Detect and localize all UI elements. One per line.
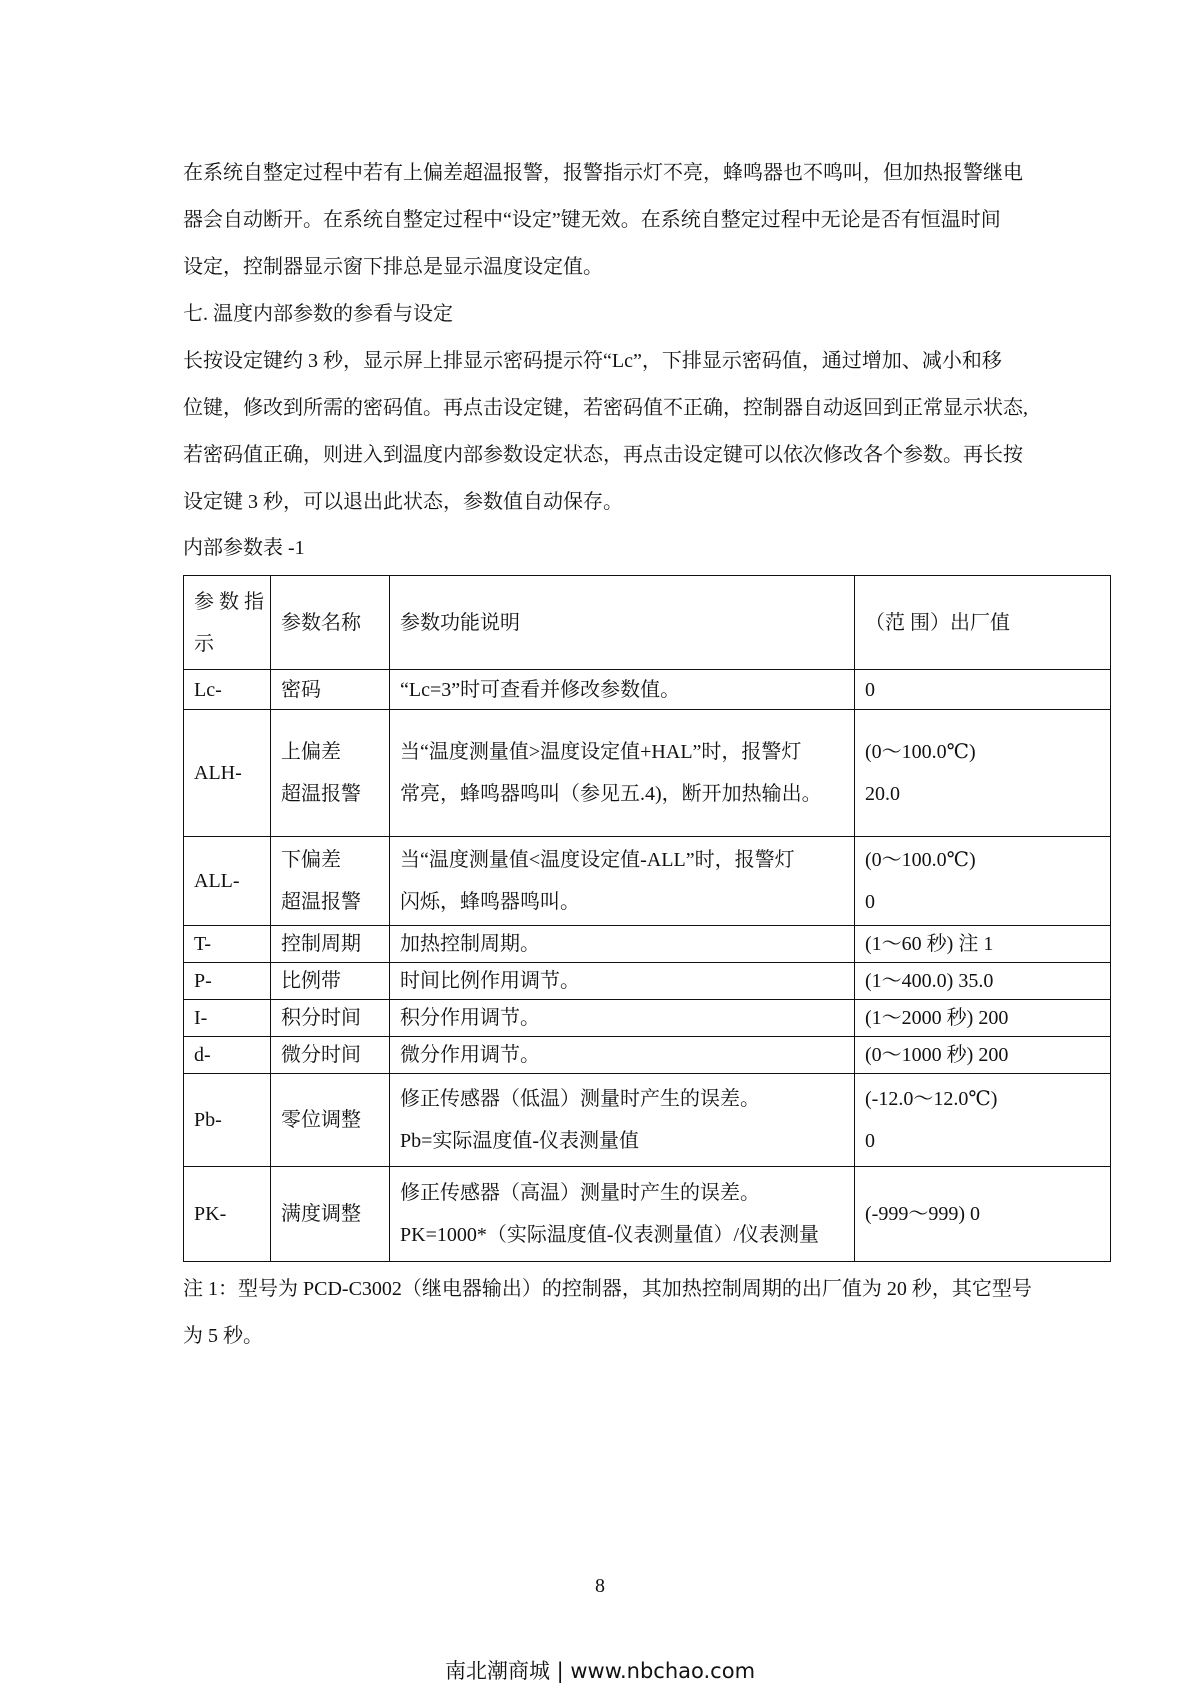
param-code: ALL- (184, 837, 271, 926)
table-row (184, 1037, 1111, 1074)
param-name: 满度调整 (271, 1167, 390, 1262)
param-name-line: 超温报警 (281, 783, 361, 805)
param-name: 微分时间 (271, 1037, 390, 1074)
param-value (855, 710, 1111, 837)
param-code: P- (184, 963, 271, 1000)
param-code: PK- (184, 1167, 271, 1262)
param-value-line: (0～100.0℃) (865, 849, 976, 871)
paragraph-line: 设定，控制器显示窗下排总是显示温度设定值。 (183, 256, 603, 278)
header-desc: 参数功能说明 (390, 576, 855, 670)
param-code: Pb- (184, 1074, 271, 1167)
param-value-line: (0～100.0℃) (865, 741, 976, 763)
param-desc-line: 修正传感器（高温）测量时产生的误差。 (400, 1182, 760, 1204)
section-heading: 七. 温度内部参数的参看与设定 (183, 303, 453, 325)
table-row (184, 926, 1111, 963)
param-value: 0 (855, 670, 1111, 710)
param-name: 比例带 (271, 963, 390, 1000)
param-name-line: 下偏差 (281, 849, 341, 871)
page-number: 8 (595, 1575, 605, 1597)
table-row (184, 963, 1111, 1000)
param-value: (1～60 秒) 注 1 (855, 926, 1111, 963)
param-value: (0～1000 秒) 200 (855, 1037, 1111, 1074)
paragraph-line: 在系统自整定过程中若有上偏差超温报警，报警指示灯不亮，蜂鸣器也不鸣叫，但加热报警继电 (183, 162, 1023, 184)
param-value (855, 1074, 1111, 1167)
param-desc-line: 当“温度测量值<温度设定值-ALL”时，报警灯 (400, 849, 795, 871)
param-value (855, 837, 1111, 926)
param-desc (390, 1074, 855, 1167)
param-value-line: (-12.0～12.0℃) (865, 1088, 998, 1110)
param-desc: 微分作用调节。 (390, 1037, 855, 1074)
param-name: 密码 (271, 670, 390, 710)
param-desc-line: PK=1000*（实际温度值-仪表测量值）/仪表测量 (400, 1224, 820, 1246)
header-value: （范 围）出厂值 (855, 576, 1111, 670)
header-code: 参 数 指 (194, 590, 264, 613)
param-name (271, 710, 390, 837)
param-name: 积分时间 (271, 1000, 390, 1037)
param-desc: “Lc=3”时可查看并修改参数值。 (390, 670, 855, 710)
table-section (183, 533, 1111, 1360)
paragraph-line: 器会自动断开。在系统自整定过程中“设定”键无效。在系统自整定过程中无论是否有恒温时间 (183, 209, 1001, 231)
param-name: 零位调整 (271, 1074, 390, 1167)
table-row (184, 837, 1111, 926)
param-name: 控制周期 (271, 926, 390, 963)
param-desc-line: Pb=实际温度值-仪表测量值 (400, 1130, 640, 1152)
param-desc: 积分作用调节。 (390, 1000, 855, 1037)
param-value-line: 20.0 (865, 783, 900, 805)
table-row (184, 670, 1111, 710)
paragraph-line: 位键，修改到所需的密码值。再点击设定键，若密码值不正确，控制器自动返回到正常显示状态, (183, 397, 1028, 419)
note-line: 注 1：型号为 PCD-C3002（继电器输出）的控制器，其加热控制周期的出厂值为 20 秒，其它型号 (183, 1278, 1032, 1300)
param-desc-line: 当“温度测量值>温度设定值+HAL”时，报警灯 (400, 741, 802, 763)
param-desc: 加热控制周期。 (390, 926, 855, 963)
param-value: (1～2000 秒) 200 (855, 1000, 1111, 1037)
param-code: ALH- (184, 710, 271, 837)
param-desc: 时间比例作用调节。 (390, 963, 855, 1000)
param-desc (390, 1167, 855, 1262)
param-desc (390, 837, 855, 926)
param-name (271, 837, 390, 926)
param-name-line: 上偏差 (281, 741, 341, 763)
note-line: 为 5 秒。 (183, 1325, 263, 1347)
table-row (184, 1167, 1111, 1262)
param-value: (1～400.0) 35.0 (855, 963, 1111, 1000)
table-header-row (184, 576, 1111, 670)
table-caption: 内部参数表 -1 (183, 537, 305, 559)
param-desc-line: 闪烁，蜂鸣器鸣叫。 (400, 891, 580, 913)
param-code: Lc- (184, 670, 271, 710)
param-desc (390, 710, 855, 837)
param-value-line: 0 (865, 1130, 875, 1152)
paragraph-line: 若密码值正确，则进入到温度内部参数设定状态，再点击设定键可以依次修改各个参数。再长按 (183, 444, 1023, 466)
footer-watermark: 南北潮商城 | www.nbchao.com (444, 1659, 756, 1683)
param-code: I- (184, 1000, 271, 1037)
table-row (184, 1074, 1111, 1167)
param-code: d- (184, 1037, 271, 1074)
param-value: (-999～999) 0 (855, 1167, 1111, 1262)
param-code: T- (184, 926, 271, 963)
header-name: 参数名称 (271, 576, 390, 670)
param-value-line: 0 (865, 891, 875, 913)
param-desc-line: 常亮，蜂鸣器鸣叫（参见五.4)，断开加热输出。 (400, 783, 822, 805)
table-row (184, 710, 1111, 837)
header-code-cont: 示 (194, 632, 214, 655)
parameter-table (183, 575, 1111, 1262)
paragraph-line: 长按设定键约 3 秒，显示屏上排显示密码提示符“Lc”，下排显示密码值，通过增加、减小和移 (183, 350, 1002, 372)
param-name-line: 超温报警 (281, 891, 361, 913)
table-row (184, 1000, 1111, 1037)
param-desc-line: 修正传感器（低温）测量时产生的误差。 (400, 1088, 760, 1110)
paragraph-line: 设定键 3 秒，可以退出此状态，参数值自动保存。 (183, 491, 623, 513)
